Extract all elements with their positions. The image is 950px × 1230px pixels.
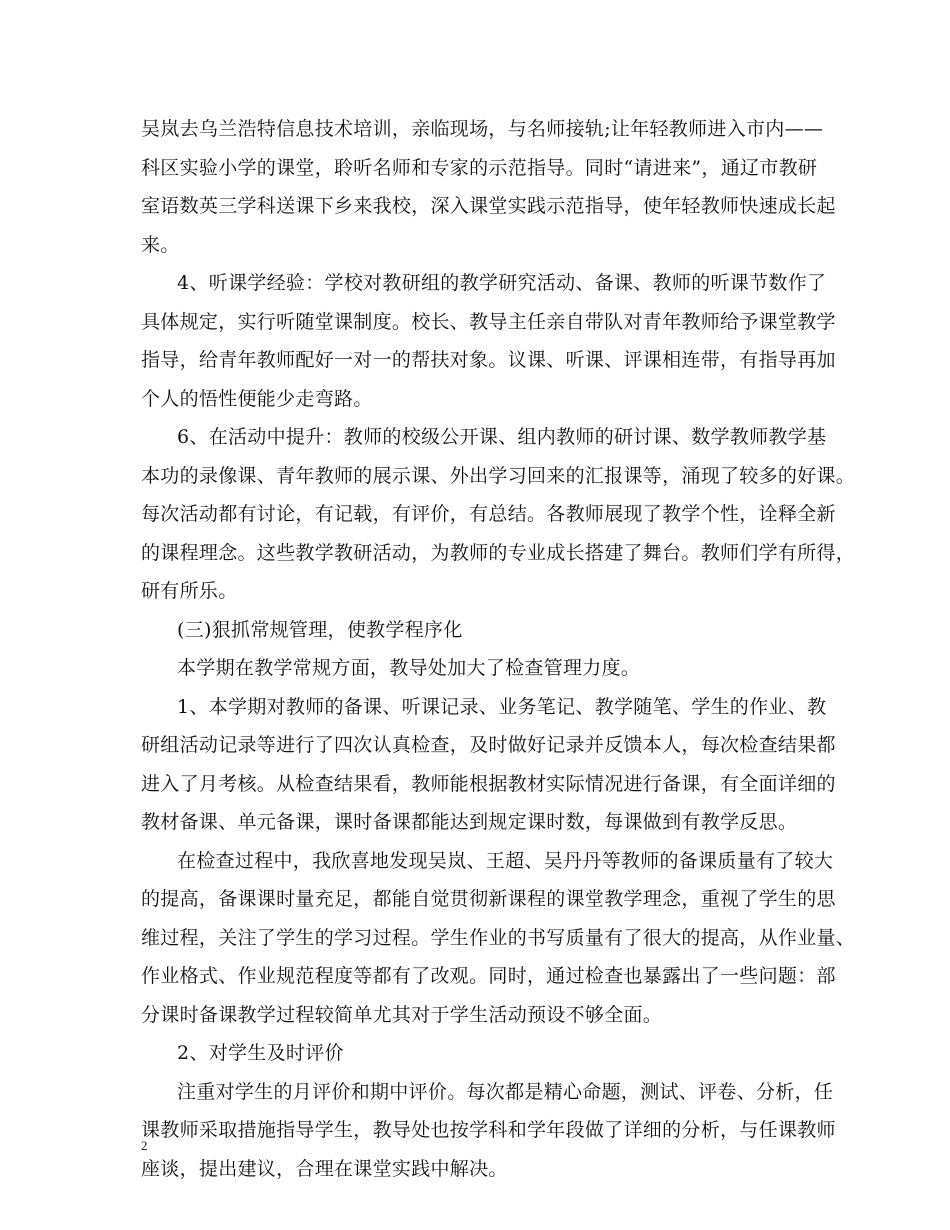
text-line: 作业格式、作业规范程度等都有了改观。同时，通过检查也暴露出了一些问题：部 xyxy=(141,965,836,987)
text-line: 研组活动记录等进行了四次认真检查，及时做好记录并反馈本人，每次检查结果都 xyxy=(141,734,836,756)
paragraph-routine-intro xyxy=(141,649,811,688)
subsection-heading xyxy=(141,1034,811,1073)
text-line: 维过程，关注了学生的学习过程。学生作业的书写质量有了很大的提高，从作业量、 xyxy=(141,926,856,949)
text-line: 在检查过程中，我欣喜地发现吴岚、王超、吴丹丹等教师的备课质量有了较大 xyxy=(177,849,834,872)
text-line: 科区实验小学的课堂，聆听名师和专家的示范指导。同时“请进来”，通辽市教研 xyxy=(141,156,818,179)
text-line: 教材备课、单元备课，课时备课都能达到规定课时数，每课做到有教学反思。 xyxy=(141,811,798,833)
text-line: 4、听课学经验：学校对教研组的教学研究活动、备课、教师的听课节数作了 xyxy=(177,272,827,294)
paragraph-student-evaluation xyxy=(141,1073,836,1189)
text-line: 研有所乐。 xyxy=(141,580,238,602)
text-line: 来。 xyxy=(141,233,180,256)
text-line: 每次活动都有讨论，有记载，有评价，有总结。各教师展现了教学个性，诠释全新 xyxy=(141,503,836,525)
text-line: (三)狠抓常规管理，使教学程序化 xyxy=(177,618,463,641)
text-line: 进入了月考核。从检查结果看，教师能根据教材实际情况进行备课，有全面详细的 xyxy=(141,772,836,795)
text-line: 的课程理念。这些教学教研活动，为教师的专业成长搭建了舞台。教师们学有所得， xyxy=(141,541,856,564)
paragraph-1 xyxy=(141,110,836,264)
paragraph-listening-experience xyxy=(141,264,836,418)
section-heading xyxy=(141,611,811,650)
text-line: 座谈，提出建议，合理在课堂实践中解决。 xyxy=(141,1157,508,1180)
text-line: 本功的录像课、青年教师的展示课、外出学习回来的汇报课等，涌现了较多的好课。 xyxy=(141,464,856,487)
paragraph-activity-improvement xyxy=(141,418,856,611)
text-line: 1、本学期对教师的备课、听课记录、业务笔记、教学随笔、学生的作业、教 xyxy=(177,695,827,718)
text-line: 具体规定，实行听随堂课制度。校长、教导主任亲自带队对青年教师给予课堂教学 xyxy=(141,310,836,333)
text-line: 吴岚去乌兰浩特信息技术培训，亲临现场，与名师接轨;让年轻教师进入市内—— xyxy=(141,118,824,140)
paragraph-inspection xyxy=(141,688,836,842)
text-line: 个人的悟性便能少走弯路。 xyxy=(141,387,373,410)
text-line: 本学期在教学常规方面，教导处加大了检查管理力度。 xyxy=(177,657,641,679)
text-line: 室语数英三学科送课下乡来我校，深入课堂实践示范指导，使年轻教师快速成长起 xyxy=(141,195,836,217)
text-line: 指导，给青年教师配好一对一的帮扶对象。议课、听课、评课相连带，有指导再加 xyxy=(141,349,836,371)
text-line: 分课时备课教学过程较简单尤其对于学生活动预设不够全面。 xyxy=(141,1003,663,1026)
document-body xyxy=(141,110,856,1188)
text-line: 6、在活动中提升：教师的校级公开课、组内教师的研讨课、数学教师教学基 xyxy=(177,426,827,448)
text-line: 注重对学生的月评价和期中评价。每次都是精心命题，测试、评卷、分析，任 xyxy=(177,1080,834,1103)
page-number: 2 xyxy=(141,1138,148,1153)
paragraph-inspection-findings xyxy=(141,842,856,1035)
text-line: 课教师采取措施指导学生，教导处也按学科和学年段做了详细的分析，与任课教师 xyxy=(141,1119,836,1141)
text-line: 2、对学生及时评价 xyxy=(177,1042,344,1064)
text-line: 的提高，备课课时量充足，都能自觉贯彻新课程的课堂教学理念，重视了学生的思 xyxy=(141,888,836,910)
